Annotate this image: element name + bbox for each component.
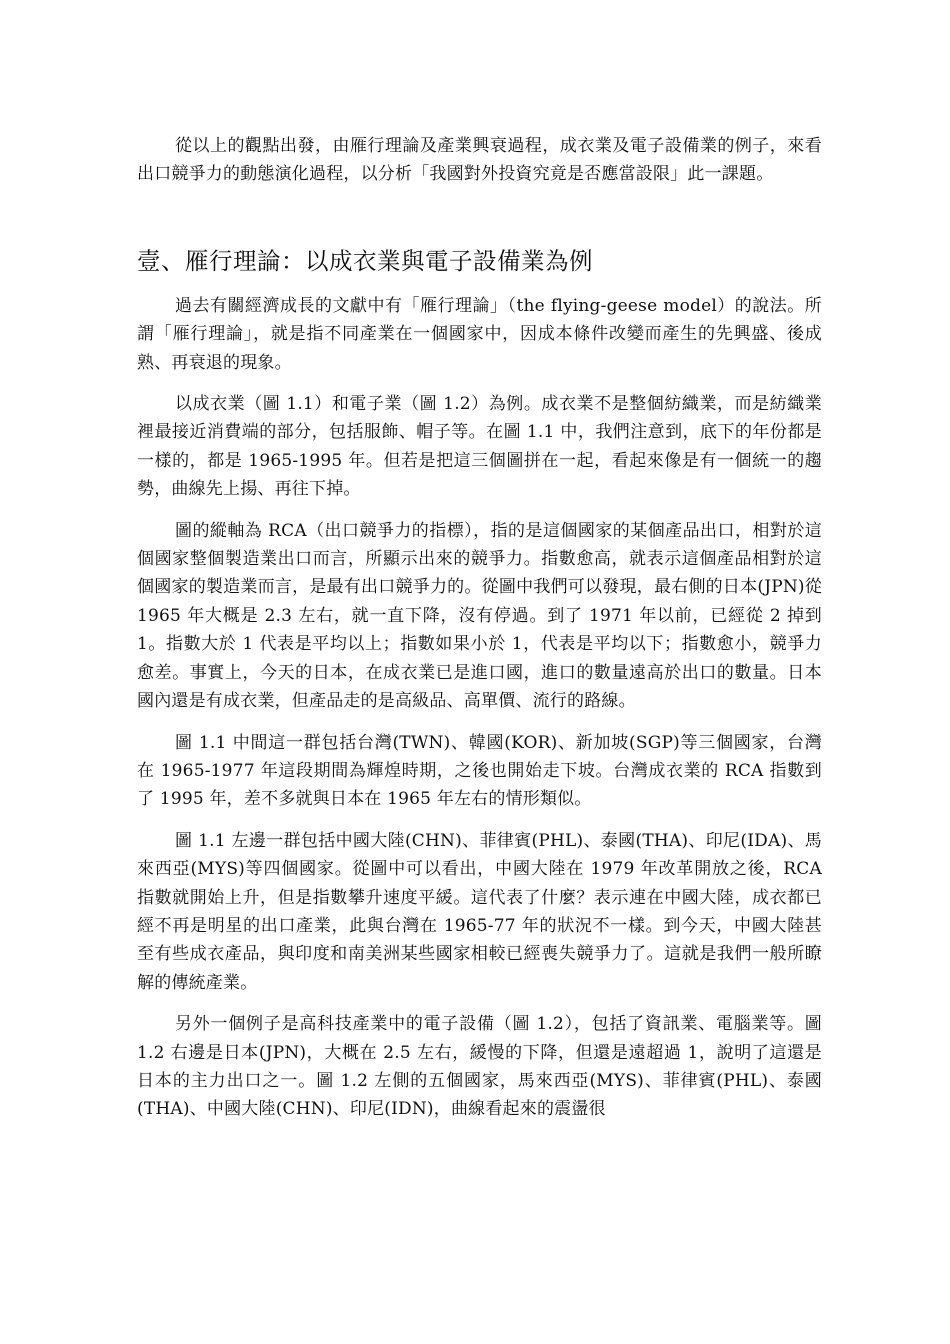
body-paragraph-garment-example: 以成衣業（圖 1.1）和電子業（圖 1.2）為例。成衣業不是整個紡織業，而是紡織業裡最接近消費端的部分，包括服飾、帽子等。在圖 1.1 中，我們注意到，底下的年份都是一樣的，都是 1965-1995 年。但若是把這三個圖拼在一起，看起來像是有一個統一的趨勢，曲線先上揚、再往下掉。 bbox=[137, 394, 822, 500]
document-page bbox=[137, 132, 822, 1137]
body-paragraph-rca-definition: 圖的縱軸為 RCA（出口競爭力的指標），指的是這個國家的某個產品出口，相對於這個國家整個製造業出口而言，所顯示出來的競爭力。指數愈高，就表示這個產品相對於這個國家的製造業而言，是最有出口競爭力的。從圖中我們可以發現，最右側的日本(JPN)從 1965 年大概是 2.3 左右，就一直下降，沒有停過。到了 1971 年以前，已經從 2 掉到 1。指數大於 1 代表是平均以上；指數如果小於 1，代表是平均以下；指數愈小，競爭力愈差。事實上，今天的日本，在成衣業已是進口國，進口的數量遠高於出口的數量。日本國內還是有成衣業，但產品走的是高級品、高單價、流行的路線。 bbox=[137, 520, 822, 712]
intro-paragraph: 從以上的觀點出發，由雁行理論及產業興衰過程，成衣業及電子設備業的例子，來看出口競爭力的動態演化過程，以分析「我國對外投資究竟是否應當設限」此一課題。 bbox=[137, 136, 822, 185]
body-paragraph-electronics-example: 另外一個例子是高科技產業中的電子設備（圖 1.2），包括了資訊業、電腦業等。圖 1.2 右邊是日本(JPN)，大概在 2.5 左右，緩慢的下降，但還是遠超過 1，說明了這還是日本的主力出口之一。圖 1.2 左側的五個國家，馬來西亞(MYS)、菲律賓(PHL)、泰國(THA)、中國大陸(CHN)、印尼(IDN)，曲線看起來的震盪很 bbox=[137, 1014, 822, 1120]
body-paragraph-flying-geese: 過去有關經濟成長的文獻中有「雁行理論」（the flying-geese model）的說法。所謂「雁行理論」，就是指不同產業在一個國家中，因成本條件改變而產生的先興盛、後成熟、再衰退的現象。 bbox=[137, 295, 822, 373]
body-paragraph-middle-group: 圖 1.1 中間這一群包括台灣(TWN)、韓國(KOR)、新加坡(SGP)等三個國家，台灣在 1965-1977 年這段期間為輝煌時期，之後也開始走下坡。台灣成衣業的 RCA 指數到了 1995 年，差不多就與日本在 1965 年左右的情形類似。 bbox=[137, 732, 822, 810]
section-heading: 壹、雁行理論：以成衣業與電子設備業為例 bbox=[137, 246, 593, 275]
body-paragraph-left-group: 圖 1.1 左邊一群包括中國大陸(CHN)、菲律賓(PHL)、泰國(THA)、印尼(IDA)、馬來西亞(MYS)等四個國家。從圖中可以看出，中國大陸在 1979 年改革開放之後，RCA 指數就開始上升，但是指數攀升速度平緩。這代表了什麼？表示連在中國大陸，成衣都已經不再是明星的出口產業，此與台灣在 1965-77 年的狀況不一樣。到今天，中國大陸甚至有些成衣產品，與印度和南美洲某些國家相較已經喪失競爭力了。這就是我們一般所瞭解的傳統產業。 bbox=[137, 830, 822, 993]
